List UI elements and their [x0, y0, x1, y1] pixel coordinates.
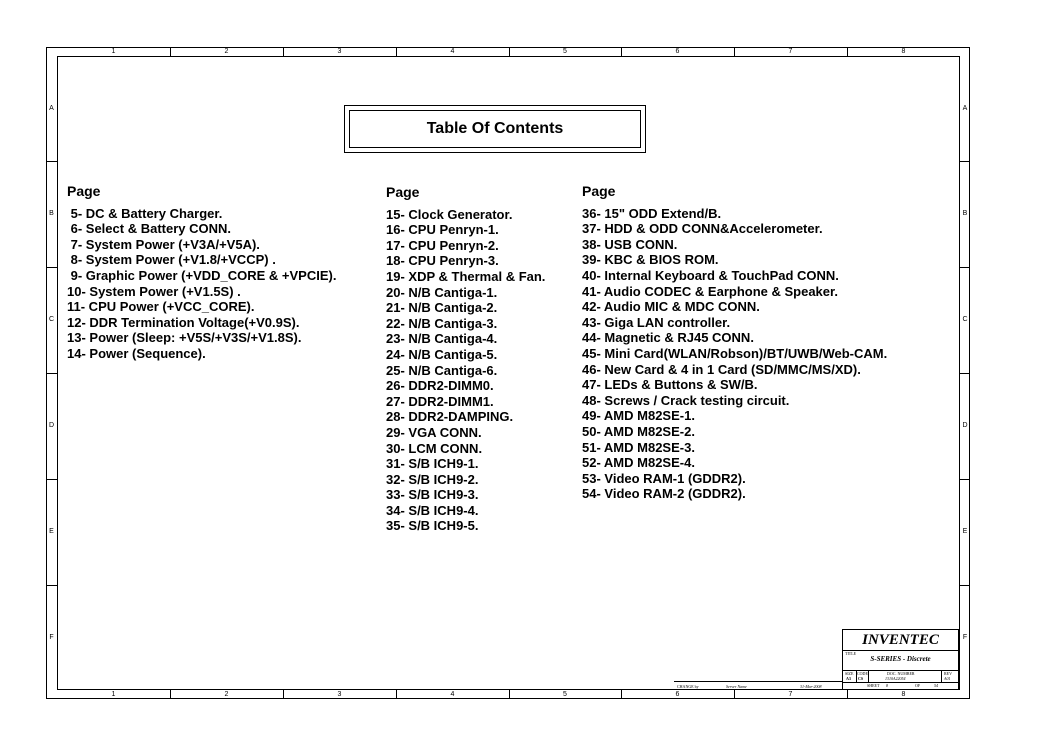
toc-entry: 49- AMD M82SE-1. — [582, 408, 695, 424]
company-name: INVENTEC — [862, 632, 939, 648]
toc-entry: 24- N/B Cantiga-5. — [386, 346, 498, 362]
toc-entry: 36- 15" ODD Extend/B. — [582, 205, 722, 221]
zone-label-left: C — [48, 316, 55, 323]
toc-entries — [582, 206, 887, 502]
size-label: SIZE — [845, 671, 854, 676]
toc-entry: 23- N/B Cantiga-4. — [386, 331, 498, 347]
toc-entry: 15- Clock Generator. — [386, 206, 513, 222]
zone-label-right: E — [962, 528, 968, 535]
zone-tick — [959, 373, 970, 374]
zone-label-top: 2 — [224, 48, 229, 55]
zone-tick — [734, 690, 735, 699]
zone-label-top: 8 — [901, 48, 906, 55]
zone-tick — [509, 47, 510, 56]
toc-entry: 10- System Power (+V1.5S) . — [67, 283, 241, 299]
drawing-title: S-SERIES - Discrete — [870, 655, 931, 663]
column-header: Page — [386, 184, 420, 200]
page-title: Table Of Contents — [349, 110, 641, 148]
zone-label-bottom: 2 — [224, 691, 229, 698]
toc-entry: 9- Graphic Power (+VDD_CORE & +VPCIE). — [67, 267, 337, 283]
zone-tick — [847, 47, 848, 56]
toc-entry: 13- Power (Sleep: +V5S/+V3S/+V1.8S). — [67, 330, 302, 346]
toc-entry: 7- System Power (+V3A/+V5A). — [67, 236, 260, 252]
zone-label-bottom: 4 — [450, 691, 455, 698]
zone-tick — [509, 690, 510, 699]
toc-entry: 21- N/B Cantiga-2. — [386, 300, 498, 316]
toc-entry: 52- AMD M82SE-4. — [582, 455, 695, 471]
zone-tick — [396, 690, 397, 699]
toc-entry: 50- AMD M82SE-2. — [582, 423, 695, 439]
toc-entry: 54- Video RAM-2 (GDDR2). — [582, 486, 746, 502]
zone-tick — [621, 47, 622, 56]
toc-entry: 30- LCM CONN. — [386, 440, 483, 456]
toc-entry: 26- DDR2-DIMM0. — [386, 378, 494, 394]
toc-entry: 42- Audio MIC & MDC CONN. — [582, 299, 760, 315]
code-value: CS — [858, 676, 864, 681]
zone-tick — [46, 373, 57, 374]
toc-column-3 — [582, 184, 887, 502]
zone-label-right: A — [962, 105, 968, 112]
toc-entry: 34- S/B ICH9-4. — [386, 502, 479, 518]
zone-label-right: F — [962, 634, 968, 641]
column-header: Page — [582, 183, 616, 199]
title-block — [842, 629, 959, 690]
toc-entry: 39- KBC & BIOS ROM. — [582, 252, 719, 268]
changed-by: Server Name — [726, 684, 747, 689]
zone-label-left: E — [49, 528, 54, 535]
zone-label-left: A — [49, 105, 54, 112]
changed-by-label: CHANGE by — [677, 684, 699, 689]
sheet-value: 8 — [886, 683, 888, 688]
zone-label-bottom: 8 — [901, 691, 906, 698]
toc-entry: 14- Power (Sequence). — [67, 345, 206, 361]
zone-label-right: D — [962, 422, 968, 429]
zone-tick — [46, 585, 57, 586]
toc-entry: 29- VGA CONN. — [386, 424, 482, 440]
toc-entry: 48- Screws / Crack testing circuit. — [582, 392, 790, 408]
zone-label-top: 7 — [788, 48, 793, 55]
toc-entry: 41- Audio CODEC & Earphone & Speaker. — [582, 283, 838, 299]
toc-entry: 6- Select & Battery CONN. — [67, 221, 231, 237]
toc-entry: 45- Mini Card(WLAN/Robson)/BT/UWB/Web-CAM. — [582, 345, 888, 361]
change-date: 31-Mar-2008 — [800, 684, 822, 689]
zone-tick — [46, 267, 57, 268]
toc-column-1 — [67, 184, 336, 362]
toc-entry: 17- CPU Penryn-2. — [386, 237, 499, 253]
toc-entry: 18- CPU Penryn-3. — [386, 253, 499, 269]
zone-label-bottom: 3 — [337, 691, 342, 698]
toc-entry: 16- CPU Penryn-1. — [386, 222, 499, 238]
sheet-label: SHEET — [867, 683, 880, 688]
zone-label-bottom: 7 — [788, 691, 793, 698]
zone-tick — [847, 690, 848, 699]
of-value: 54 — [934, 683, 938, 688]
zone-label-bottom: 1 — [111, 691, 116, 698]
toc-entry: 11- CPU Power (+VCC_CORE). — [67, 299, 255, 315]
zone-tick — [959, 585, 970, 586]
rev-value: A01 — [944, 676, 951, 681]
toc-entries — [386, 207, 545, 534]
zone-tick — [170, 47, 171, 56]
toc-entry: 8- System Power (+V1.8/+VCCP) . — [67, 252, 276, 268]
toc-entry: 20- N/B Cantiga-1. — [386, 284, 498, 300]
zone-label-top: 3 — [337, 48, 342, 55]
column-header: Page — [67, 183, 101, 199]
change-row — [674, 681, 842, 690]
toc-entry: 5- DC & Battery Charger. — [67, 205, 223, 221]
toc-entry: 27- DDR2-DIMM1. — [386, 393, 494, 409]
toc-entry: 28- DDR2-DAMPING. — [386, 409, 514, 425]
zone-label-right: B — [962, 210, 968, 217]
title-label: TITLE — [845, 651, 857, 656]
toc-entry: 19- XDP & Thermal & Fan. — [386, 268, 546, 284]
toc-entry: 33- S/B ICH9-3. — [386, 487, 479, 503]
toc-entry: 40- Internal Keyboard & TouchPad CONN. — [582, 267, 839, 283]
toc-entry: 35- S/B ICH9-5. — [386, 518, 479, 534]
zone-label-bottom: 5 — [563, 691, 567, 698]
toc-entry: 47- LEDs & Buttons & SW/B. — [582, 377, 758, 393]
zone-tick — [46, 161, 57, 162]
zone-label-top: 1 — [111, 48, 116, 55]
toc-entry: 51- AMD M82SE-3. — [582, 439, 695, 455]
toc-entry: 44- Magnetic & RJ45 CONN. — [582, 330, 754, 346]
zone-tick — [734, 47, 735, 56]
doc-number: 1310A22054 — [885, 676, 906, 681]
zone-label-right: C — [962, 316, 968, 323]
zone-tick — [959, 479, 970, 480]
zone-tick — [621, 690, 622, 699]
toc-entry: 53- Video RAM-1 (GDDR2). — [582, 470, 746, 486]
zone-tick — [959, 267, 970, 268]
toc-entry: 46- New Card & 4 in 1 Card (SD/MMC/MS/XD). — [582, 361, 861, 377]
toc-entry: 38- USB CONN. — [582, 236, 678, 252]
toc-entry: 12- DDR Termination Voltage(+V0.9S). — [67, 314, 300, 330]
toc-entry: 31- S/B ICH9-1. — [386, 456, 479, 472]
zone-tick — [283, 47, 284, 56]
size-value: A3 — [846, 676, 851, 681]
zone-label-top: 4 — [450, 48, 455, 55]
zone-label-top: 6 — [675, 48, 680, 55]
doc-number-label: DOC. NUMBER — [887, 671, 915, 676]
zone-label-left: D — [48, 422, 55, 429]
toc-entry: 43- Giga LAN controller. — [582, 314, 731, 330]
zone-label-left: B — [49, 210, 54, 217]
toc-entry: 22- N/B Cantiga-3. — [386, 315, 498, 331]
rev-label: REV — [944, 671, 952, 676]
zone-label-top: 5 — [563, 48, 567, 55]
zone-label-bottom: 6 — [675, 691, 680, 698]
toc-entry: 25- N/B Cantiga-6. — [386, 362, 498, 378]
zone-tick — [959, 161, 970, 162]
zone-label-left: F — [49, 634, 54, 641]
zone-tick — [283, 690, 284, 699]
toc-column-2 — [386, 185, 545, 534]
toc-entries — [67, 206, 336, 362]
toc-entry: 32- S/B ICH9-2. — [386, 471, 479, 487]
zone-tick — [396, 47, 397, 56]
code-label: CODE — [857, 671, 868, 676]
zone-tick — [170, 690, 171, 699]
toc-entry: 37- HDD & ODD CONN&Accelerometer. — [582, 221, 823, 237]
of-label: OF — [915, 683, 921, 688]
zone-tick — [46, 479, 57, 480]
